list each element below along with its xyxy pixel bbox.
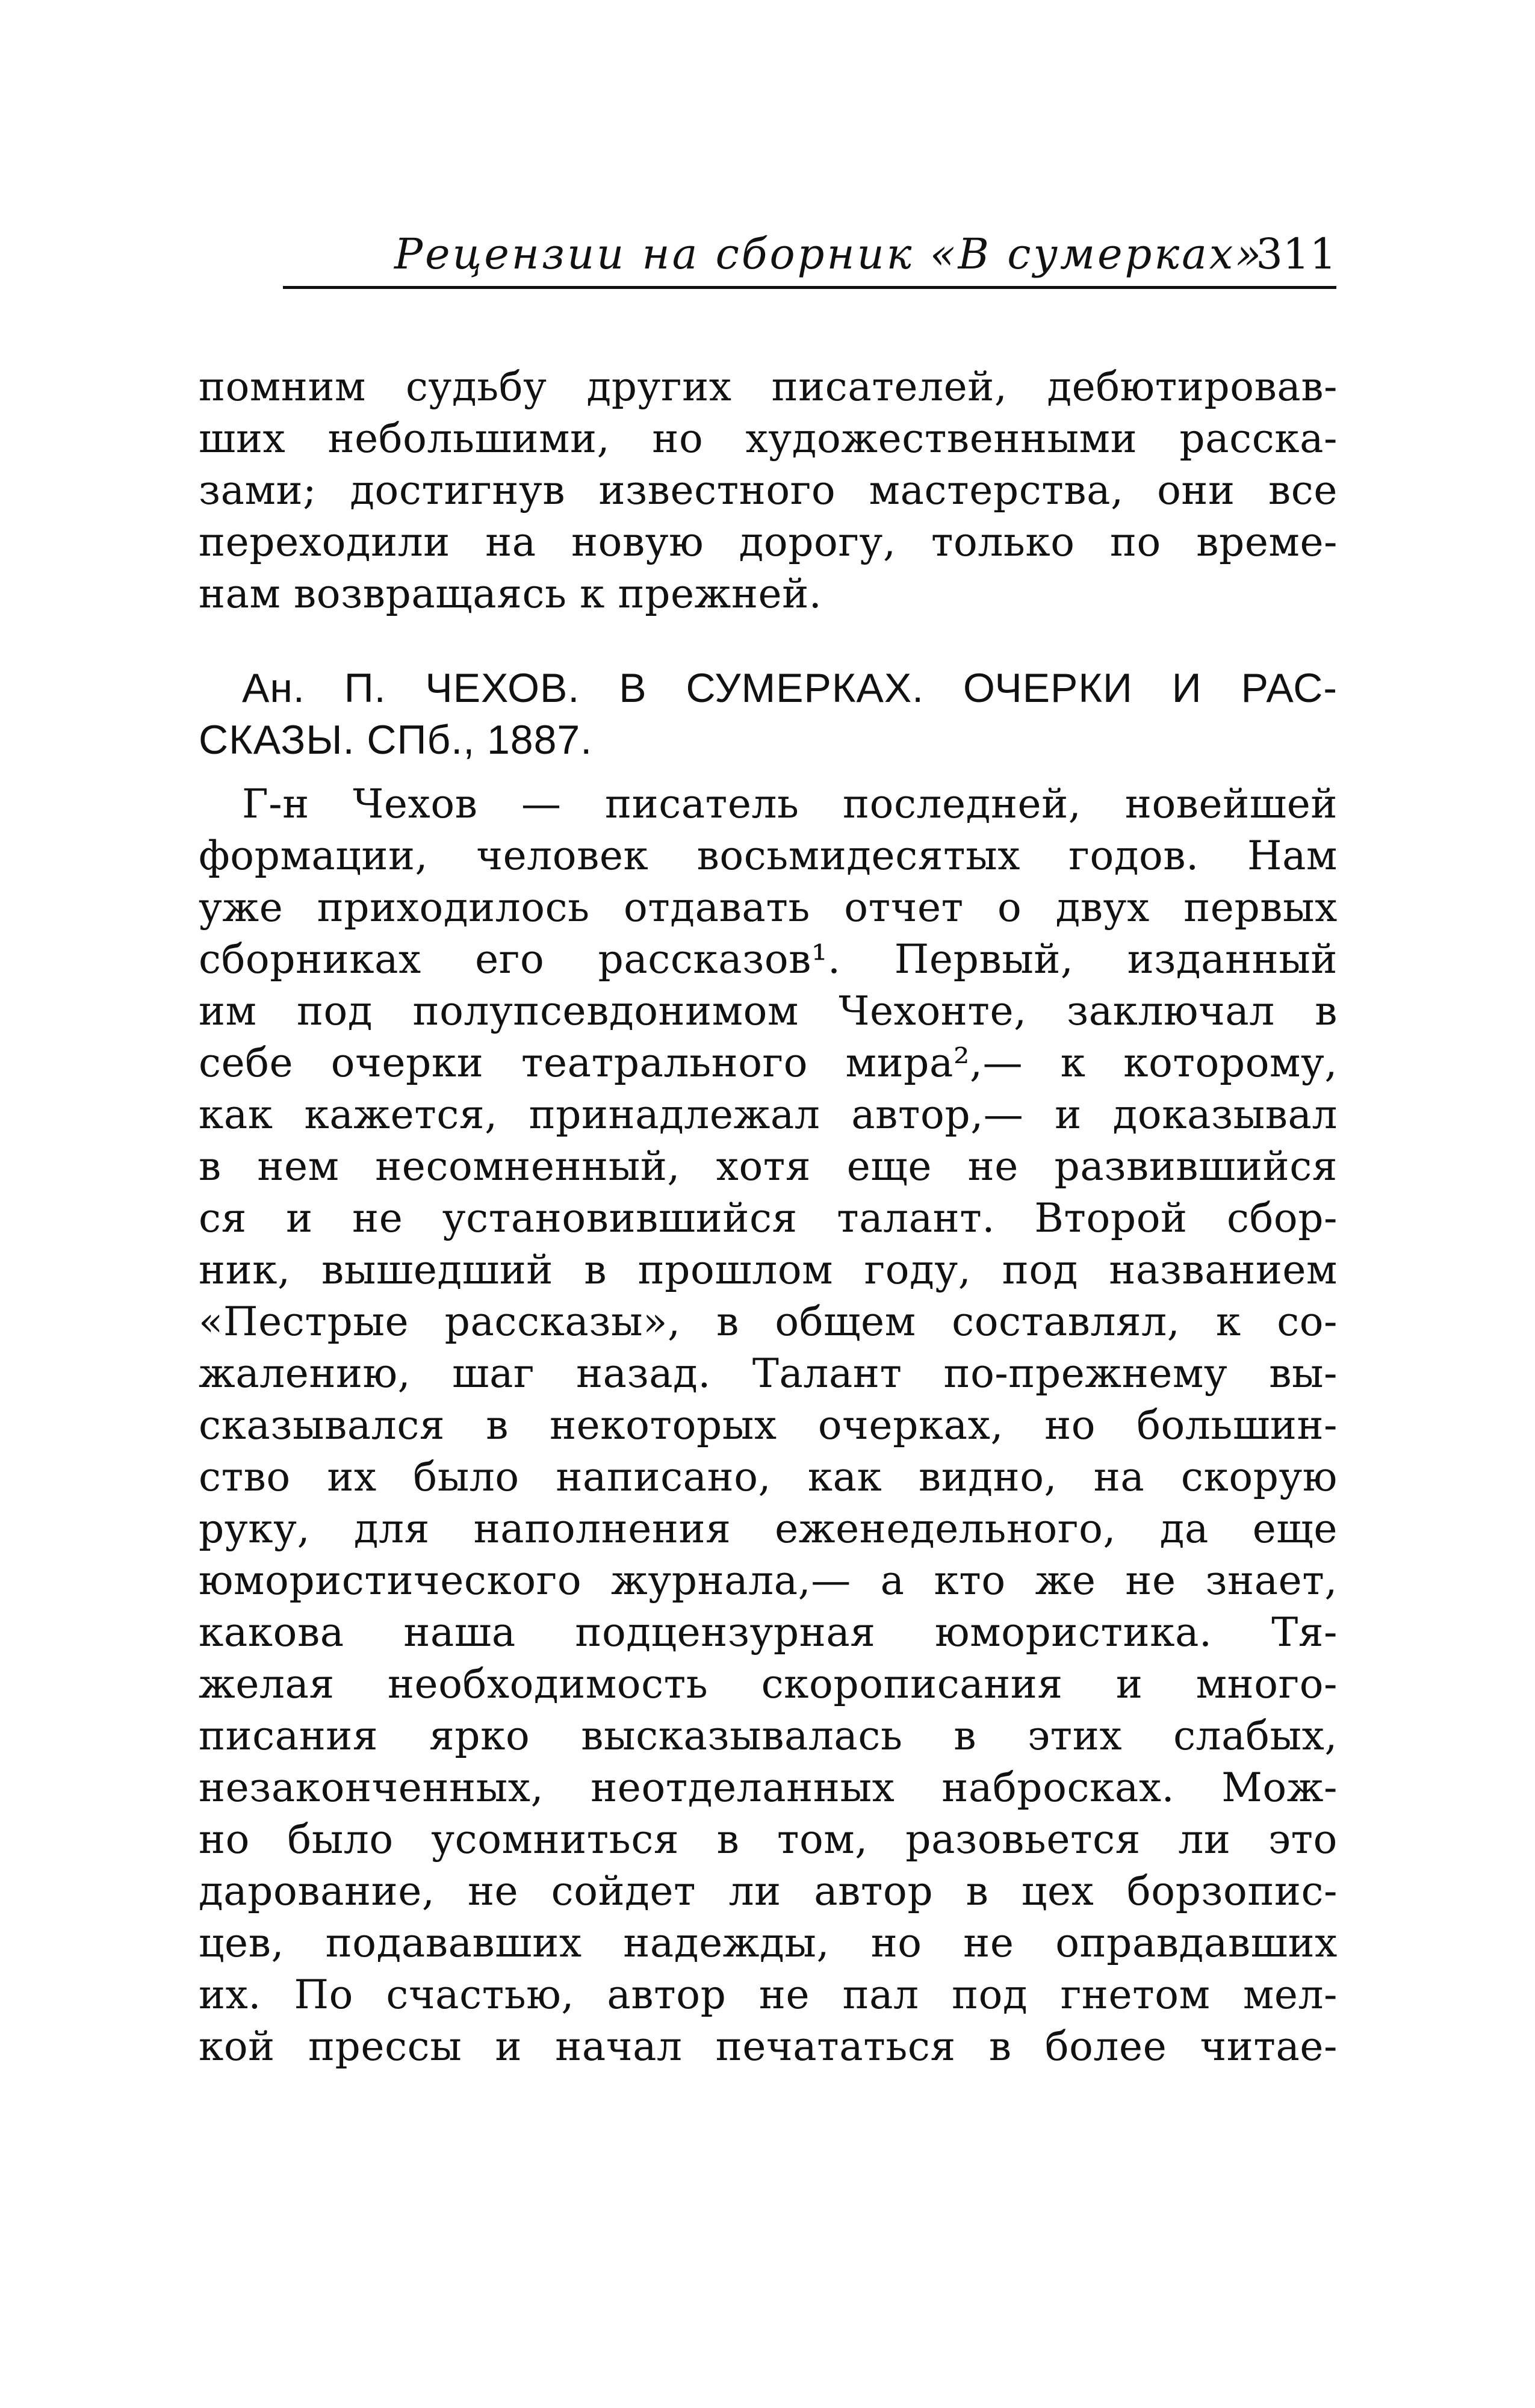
text-line: себе очерки театрального мира²,— к которому, bbox=[199, 1040, 1338, 1086]
text-line: цев, подававших надежды, но не оправдавших bbox=[199, 1920, 1338, 1966]
text-line: им под полупсевдонимом Чехонте, заключал в bbox=[199, 988, 1338, 1034]
text-line: уже приходилось отдавать отчет о двух первых bbox=[199, 884, 1338, 931]
text-line: какова наша подцензурная юмористика. Тя- bbox=[199, 1609, 1338, 1656]
text-line: переходили на новую дорогу, только по време- bbox=[199, 519, 1338, 565]
text-line: юмористического журнала,— а кто же не знает, bbox=[199, 1557, 1338, 1604]
text-line: ших небольшими, но художественными расска- bbox=[199, 415, 1338, 462]
text-line: руку, для наполнения еженедельного, да еще bbox=[199, 1506, 1338, 1552]
text-line: ство их было написано, как видно, на скорую bbox=[199, 1454, 1338, 1500]
text-line: «Пестрые рассказы», в общем составлял, к со- bbox=[199, 1299, 1338, 1345]
text-line: ник, вышедший в прошлом году, под названием bbox=[199, 1247, 1338, 1293]
text-line: сказывался в некоторых очерках, но большин- bbox=[199, 1402, 1338, 1448]
text-line: Г-н Чехов — писатель последней, новейшей bbox=[242, 781, 1338, 827]
text-line: помним судьбу других писателей, дебютировав- bbox=[199, 364, 1338, 410]
text-line: ся и не установившийся талант. Второй сбор- bbox=[199, 1195, 1338, 1241]
heading-line: Ан. П. ЧЕХОВ. В СУМЕРКАХ. ОЧЕРКИ И РАС- bbox=[242, 665, 1338, 711]
text-line: как кажется, принадлежал автор,— и доказывал bbox=[199, 1091, 1338, 1138]
running-title: Рецензии на сборник «В сумерках» bbox=[394, 229, 1264, 279]
text-line: желая необходимость скорописания и много- bbox=[199, 1661, 1338, 1707]
text-line: кой прессы и начал печататься в более читае- bbox=[199, 2023, 1338, 2070]
text-line: в нем несомненный, хотя еще не развившийся bbox=[199, 1143, 1338, 1190]
page-number: 311 bbox=[1256, 229, 1336, 279]
running-header bbox=[283, 224, 1336, 290]
text-line: писания ярко высказывалась в этих слабых, bbox=[199, 1713, 1338, 1759]
text-line: незаконченных, неотделанных набросках. Мож- bbox=[199, 1764, 1338, 1811]
header-rule bbox=[283, 286, 1336, 289]
text-line: сборниках его рассказов¹. Первый, изданный bbox=[199, 936, 1338, 982]
text-line: нам возвращаясь к прежней. bbox=[199, 571, 822, 617]
text-line: формации, человек восьмидесятых годов. Нам bbox=[199, 833, 1338, 879]
text-line: жалению, шаг назад. Талант по-прежнему вы- bbox=[199, 1350, 1338, 1397]
heading-line: СКАЗЫ. СПб., 1887. bbox=[199, 717, 593, 763]
text-line: но было усомниться в том, разовьется ли это bbox=[199, 1816, 1338, 1863]
text-line: дарование, не сойдет ли автор в цех борзопис- bbox=[199, 1868, 1338, 1914]
text-line: зами; достигнув известного мастерства, они все bbox=[199, 467, 1338, 514]
text-line: их. По счастью, автор не пал под гнетом мел- bbox=[199, 1972, 1338, 2018]
